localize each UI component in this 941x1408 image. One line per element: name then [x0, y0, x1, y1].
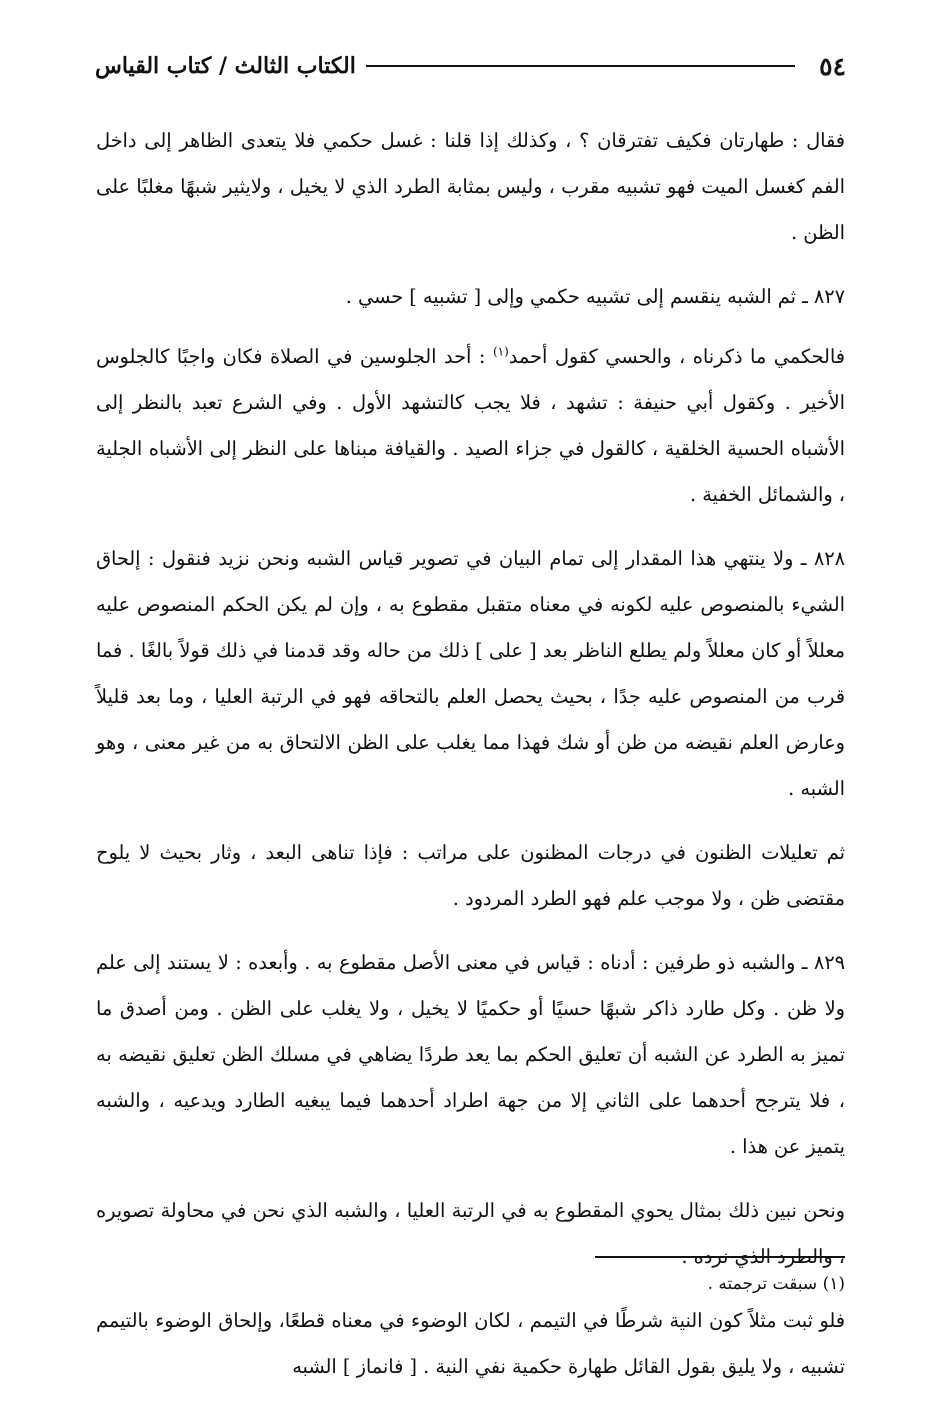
paragraph: [96, 334, 845, 518]
paragraph: ثم تعليلات الظنون في درجات المظنون على مراتب : فإذا تناهى البعد ، وثار بحيث لا يلوح مقتضى ظن ، ولا موجب علم فهو الطرد المردود .: [96, 841, 845, 910]
paragraph: ونحن نبين ذلك بمثال يحوي المقطوع به في الرتبة العليا ، والشبه الذي نحن في محاولة تصويره ، والطرد الذي نرده .: [96, 1199, 845, 1268]
paragraph: فقال : طهارتان فكيف تفترقان ؟ ، وكذلك إذا قلنا : غسل حكمي فلا يتعدى الظاهر إلى داخل الفم كغسل الميت فهو تشبيه مقرب ، وليس بمثابة الطرد الذي لا يخيل ، ولايثير شبهًا مغلبًا على الظن .: [96, 129, 845, 244]
header-rule: [366, 65, 795, 67]
footnote-rule: [595, 1256, 845, 1258]
footnote-reference: (١): [492, 344, 509, 359]
page-header: [95, 44, 846, 88]
paragraph-827: ٨٢٧ ـ ثم الشبه ينقسم إلى تشبيه حكمي وإلى [ تشبيه ] حسي .: [345, 285, 845, 308]
paragraph-text: فالحكمي ما ذكرناه ، والحسي كقول أحمد: [508, 345, 845, 368]
page-number: ٥٤: [819, 51, 846, 81]
paragraph-829: ٨٢٩ ـ والشبه ذو طرفين : أدناه : قياس في معنى الأصل مقطوع به . وأبعده : لا يستند إلى علم ولا ظن . وكل طارد ذاكر شبهًا حسيًا أو حكميًا لا يخيل ، ولا يغلب على الظن . ومن أصدق ما تميز به الطرد عن الشبه أن تعليق الحكم بما يعد طردًا يضاهي في مسلك الظن تعليق نقيضه به ، فلا يترجح أحدهما على الثاني إلا من جهة اطراد أحدهما فيما يبغيه الطارد ويدعيه ، والشبه يتميز عن هذا .: [96, 951, 845, 1158]
paragraph: فلو ثبت مثلاً كون النية شرطًا في التيمم ، لكان الوضوء في معناه قطعًا، وإلحاق الوضوء بالتيمم تشبيه ، ولا يليق بقول القائل طهارة حكمية نفي النية . [ فانماز ] الشبه: [96, 1309, 845, 1378]
footnote: (١) سبقت ترجمته .: [707, 1274, 845, 1294]
running-title: الكتاب الثالث / كتاب القياس: [95, 53, 356, 79]
paragraph-text: : أحد الجلوسين في الصلاة فكان واجبًا كالجلوس الأخير . وكقول أبي حنيفة : تشهد ، فلا يجب كالتشهد الأول . وفي الشرع تعبد بالنظر إلى الأشباه الحسية الخلقية ، كالقول في جزاء الصيد . والقيافة مبناها على النظر إلى الأشباه الجلية ، والشمائل الخفية .: [96, 345, 845, 506]
page-body: [96, 118, 845, 1408]
paragraph-828: ٨٢٨ ـ ولا ينتهي هذا المقدار إلى تمام البيان في تصوير قياس الشبه ونحن نزيد فنقول : إلحاق الشيء بالمنصوص عليه لكونه في معناه متقبل مقطوع به ، وإن لم يكن الحكم المنصوص عليه معللاً أو كان معللاً ولم يطلع الناظر بعد [ على ] ذلك من حاله وقد قدمنا في ذلك قولاً بالغًا . فما قرب من المنصوص عليه جدًا ، بحيث يحصل العلم بالتحاقه فهو في الرتبة العليا ، وما بعد قليلاً وعارض العلم نقيضه من ظن أو شك فهذا مما يغلب على الظن الالتحاق به من غير معنى ، وهو الشبه .: [96, 547, 845, 800]
